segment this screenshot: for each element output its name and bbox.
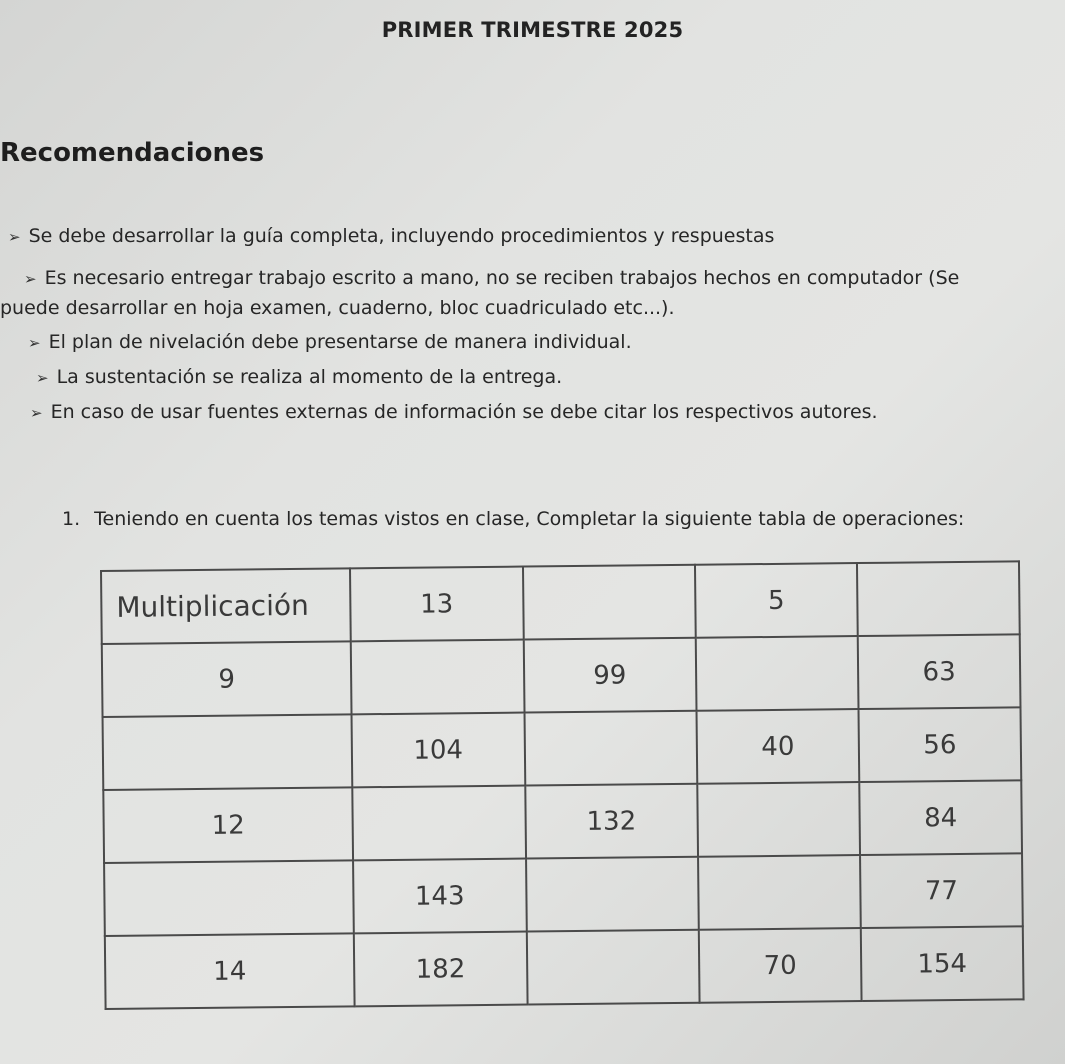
list-item bbox=[24, 262, 959, 295]
question-number: 1. bbox=[62, 508, 81, 530]
table-cell bbox=[697, 782, 860, 857]
table-cell: 9 bbox=[102, 641, 352, 717]
recommendation-text: En caso de usar fuentes externas de información se debe citar los respectivos autores. bbox=[50, 401, 878, 423]
recommendation-text: La sustentación se realiza al momento de la entrega. bbox=[56, 366, 563, 388]
list-item bbox=[28, 326, 632, 359]
table-cell: 63 bbox=[858, 634, 1021, 709]
table-cell: 13 bbox=[350, 567, 523, 642]
table-row bbox=[103, 707, 1022, 790]
table-row bbox=[101, 561, 1020, 644]
table-cell: 143 bbox=[353, 859, 526, 934]
table-row bbox=[104, 853, 1023, 936]
table-cell: 154 bbox=[861, 926, 1024, 1001]
arrow-bullet-icon: ➢ bbox=[24, 270, 37, 288]
question-text: Teniendo en cuenta los temas vistos en clase, Completar la siguiente tabla de operaciones: bbox=[94, 508, 965, 530]
list-item bbox=[30, 396, 878, 429]
recommendation-text: El plan de nivelación debe presentarse de manera individual. bbox=[48, 331, 632, 353]
table-cell bbox=[696, 636, 859, 711]
arrow-bullet-icon: ➢ bbox=[30, 404, 43, 422]
table-cell bbox=[526, 930, 699, 1005]
list-item-continuation bbox=[0, 292, 675, 324]
arrow-bullet-icon: ➢ bbox=[28, 334, 41, 352]
arrow-bullet-icon: ➢ bbox=[8, 228, 21, 246]
table-cell bbox=[524, 711, 697, 786]
table-cell bbox=[103, 714, 353, 790]
table-cell: 56 bbox=[859, 707, 1022, 782]
recommendation-text: puede desarrollar en hoja examen, cuaderno, bloc cuadriculado etc...). bbox=[0, 297, 675, 319]
table-cell bbox=[351, 640, 524, 715]
table-cell: 99 bbox=[523, 638, 696, 713]
table-cell bbox=[352, 786, 525, 861]
table-cell: 5 bbox=[695, 563, 858, 638]
table-cell: 40 bbox=[696, 709, 859, 784]
recommendation-text: Es necesario entregar trabajo escrito a mano, no se reciben trabajos hechos en computador (Se bbox=[44, 267, 960, 289]
table-cell: 84 bbox=[859, 780, 1022, 855]
table-row bbox=[105, 926, 1024, 1009]
recommendation-text: Se debe desarrollar la guía completa, incluyendo procedimientos y respuestas bbox=[28, 225, 775, 247]
table-cell: 70 bbox=[699, 928, 862, 1003]
table-cell: 14 bbox=[105, 933, 355, 1009]
table-cell: 132 bbox=[525, 784, 698, 859]
table-cell bbox=[698, 855, 861, 930]
list-item bbox=[8, 220, 774, 253]
table-cell: Multiplicación bbox=[101, 568, 351, 644]
table-cell: 182 bbox=[354, 932, 527, 1007]
table-cell bbox=[526, 857, 699, 932]
table-cell: 12 bbox=[103, 787, 353, 863]
section-heading: Recomendaciones bbox=[0, 138, 265, 168]
list-item bbox=[36, 361, 562, 394]
table-cell bbox=[857, 561, 1020, 636]
page-title: PRIMER TRIMESTRE 2025 bbox=[381, 18, 684, 42]
question-1 bbox=[62, 508, 964, 530]
table-row bbox=[103, 780, 1022, 863]
table-cell bbox=[104, 860, 354, 936]
table-row bbox=[102, 634, 1021, 717]
table-cell bbox=[523, 565, 696, 640]
table-cell: 77 bbox=[860, 853, 1023, 928]
operations-table bbox=[100, 560, 1025, 1010]
arrow-bullet-icon: ➢ bbox=[36, 369, 49, 387]
table-cell: 104 bbox=[352, 713, 525, 788]
